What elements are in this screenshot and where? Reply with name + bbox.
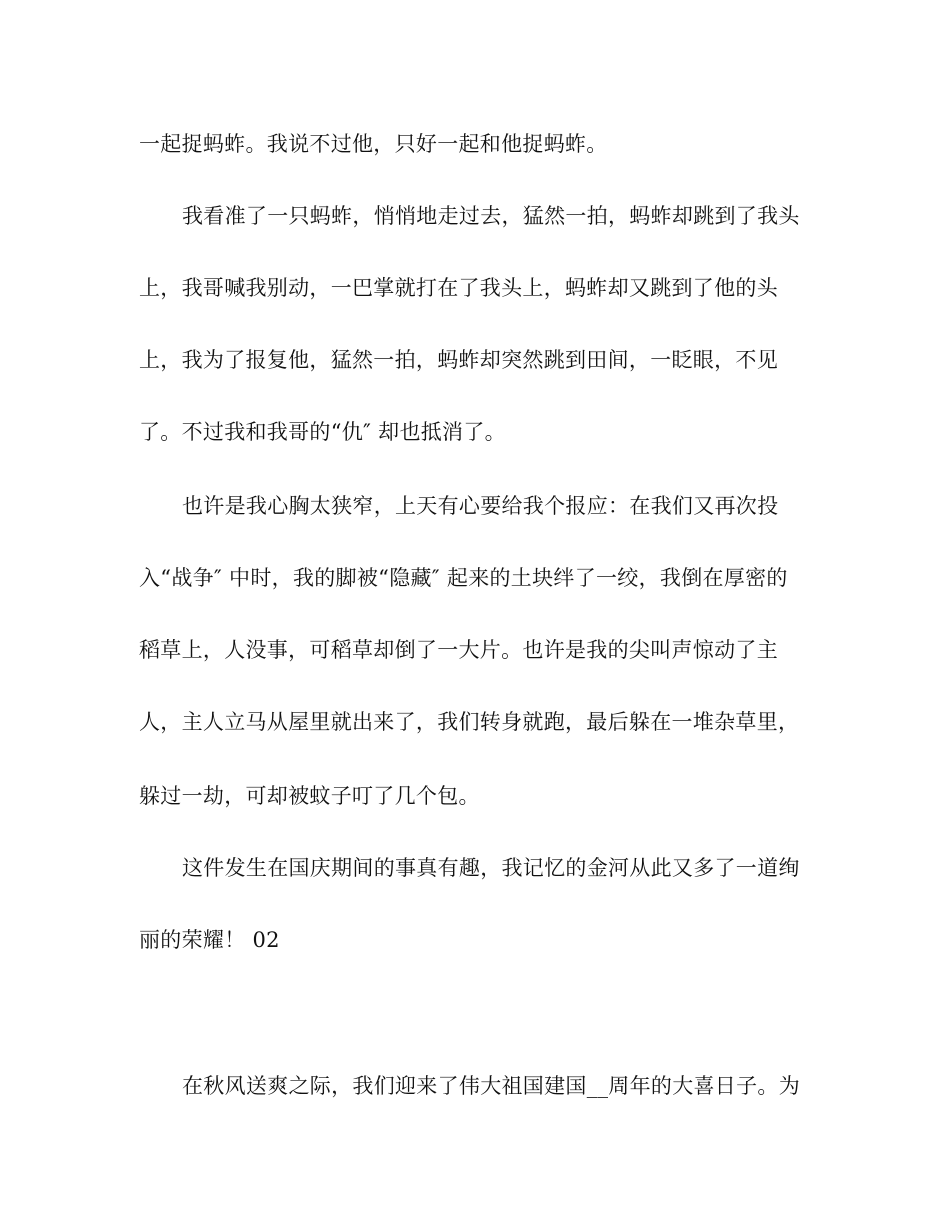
text-line: 稻草上，人没事，可稻草却倒了一大片。也许是我的尖叫声惊动了主: [139, 638, 778, 662]
text-line: 一起捉蚂蚱。我说不过他，只好一起和他捉蚂蚱。: [139, 132, 608, 156]
paragraph-first-line: 我看准了一只蚂蚱，悄悄地走过去，猛然一拍，蚂蚱却跳到了我头: [182, 204, 800, 228]
text-line: 躲过一劫，可却被蚊子叮了几个包。: [139, 784, 480, 808]
text-line: 上，我为了报复他，猛然一拍，蚂蚱却突然跳到田间，一眨眼，不见: [139, 348, 778, 372]
paragraph-first-line: 这件发生在国庆期间的事真有趣，我记忆的金河从此又多了一道绚: [182, 856, 800, 880]
text-line: 人，主人立马从屋里就出来了，我们转身就跑，最后躲在一堆杂草里，: [139, 710, 800, 734]
paragraph-first-line: 在秋风送爽之际，我们迎来了伟大祖国建国__周年的大喜日子。为: [182, 1074, 800, 1098]
paragraph-first-line: 也许是我心胸太狭窄，上天有心要给我个报应：在我们又再次投: [182, 494, 779, 518]
text-line: 丽的荣耀！ 02: [139, 928, 280, 952]
text-line: 入“战争″ 中时，我的脚被“隐藏″ 起来的土块绊了一绞，我倒在厚密的: [139, 566, 788, 590]
text-line: 了。不过我和我哥的“仇″ 却也抵消了。: [139, 420, 506, 444]
text-line: 上，我哥喊我别动，一巴掌就打在了我头上，蚂蚱却又跳到了他的头: [139, 276, 778, 300]
